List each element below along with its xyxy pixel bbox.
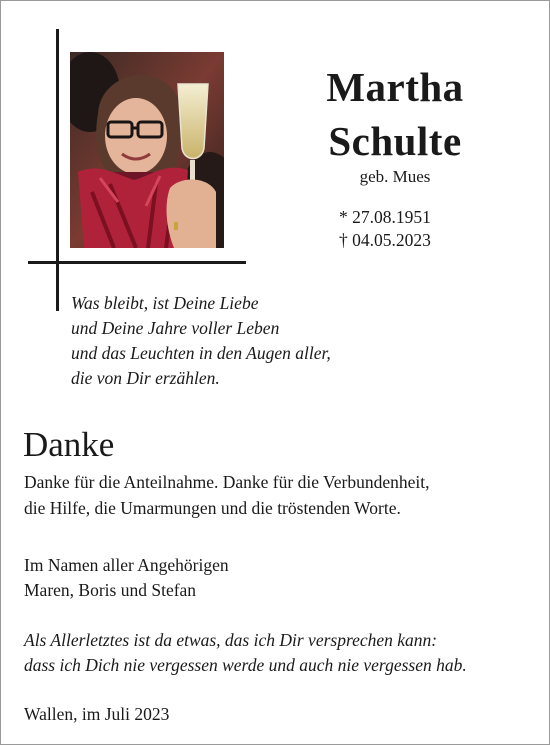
closing-verse — [24, 628, 467, 678]
death-date: † 04.05.2023 — [339, 230, 431, 250]
family-line: Im Namen aller Angehörigen — [24, 555, 229, 575]
poem-line: und Deine Jahre voller Leben — [71, 318, 280, 338]
thanks-text — [24, 470, 429, 521]
portrait-photo — [70, 52, 224, 248]
thanks-line: die Hilfe, die Umarmungen und die tröstenden Worte. — [24, 497, 401, 518]
cross-vertical-line — [56, 29, 59, 311]
thanks-line: Danke für die Anteilnahme. Danke für die Verbundenheit, — [24, 472, 430, 492]
poem-verse — [71, 291, 331, 391]
place-date: Wallen, im Juli 2023 — [24, 704, 170, 724]
last-name: Schulte — [328, 118, 462, 164]
poem-line: und das Leuchten in den Augen aller, — [71, 343, 331, 363]
cross-horizontal-line — [28, 261, 246, 264]
closing-line: Als Allerletztes ist da etwas, das ich Dir versprechen kann: — [24, 630, 438, 650]
first-name: Martha — [326, 64, 464, 110]
poem-line: die von Dir erzählen. — [71, 368, 220, 388]
family-line: Maren, Boris und Stefan — [24, 580, 197, 600]
birth-date: * 27.08.1951 — [339, 207, 431, 227]
maiden-name: geb. Mues — [359, 167, 431, 186]
family-signature — [24, 553, 229, 603]
thanks-heading: Danke — [23, 425, 115, 464]
poem-line: Was bleibt, ist Deine Liebe — [71, 293, 259, 313]
closing-line: dass ich Dich nie vergessen werde und auch nie vergessen hab. — [24, 655, 467, 675]
